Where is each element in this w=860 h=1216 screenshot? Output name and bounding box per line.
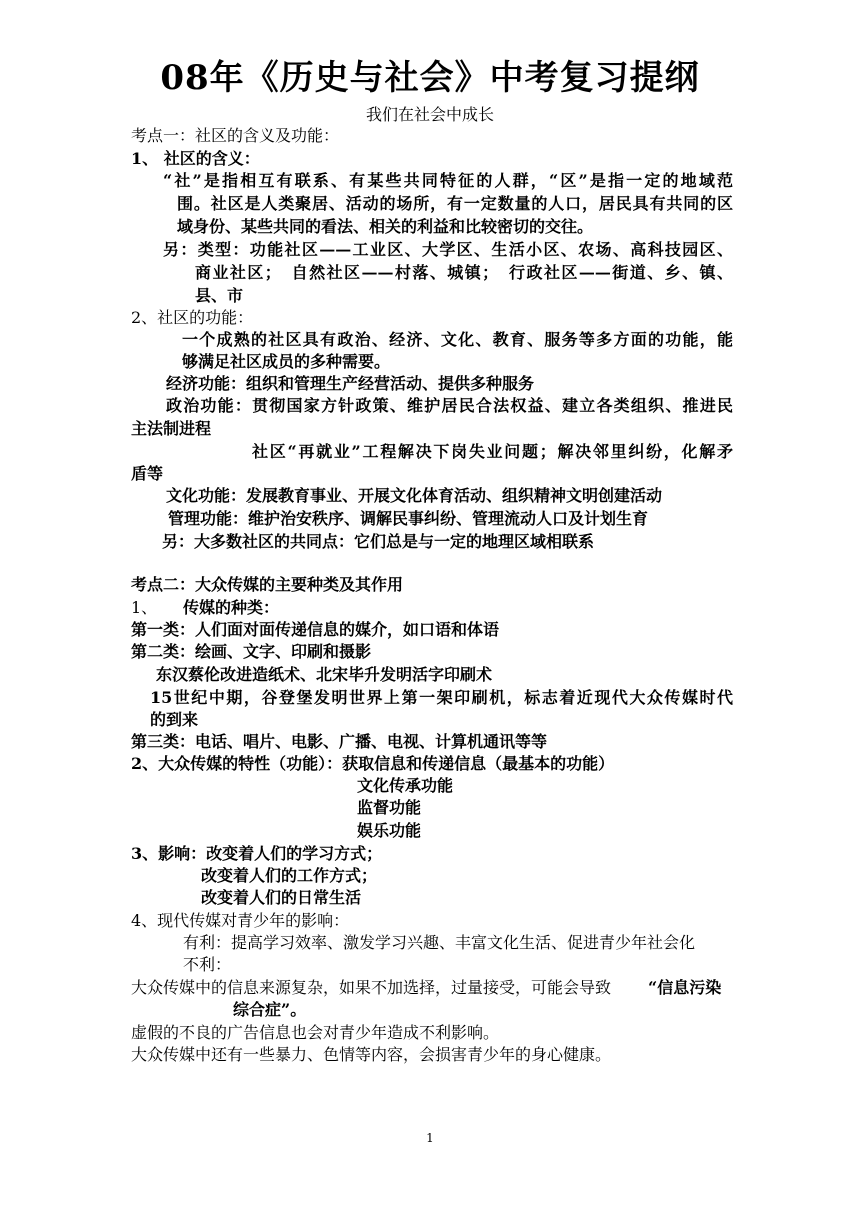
text-line: 有利：提高学习效率、激发学习兴趣、丰富文化生活、促进青少年社会化 bbox=[183, 933, 696, 952]
text-line: 主法制进程 bbox=[131, 419, 212, 438]
text-line: 大众传媒中还有一些暴力、色情等内容，会损害青少年的身心健康。 bbox=[131, 1045, 612, 1064]
text-line: 域身份、某些共同的看法、相关的利益和比较密切的交往。 bbox=[177, 217, 594, 236]
document-subtitle: 我们在社会中成长 bbox=[365, 105, 494, 124]
text-line: 不利： bbox=[183, 955, 232, 974]
text-line: 2、大众传媒的特性（功能）：获取信息和传递信息（最基本的功能） bbox=[131, 754, 615, 773]
section-heading-1: 考点一：社区的含义及功能： bbox=[131, 126, 340, 145]
section-heading-2: 考点二：大众传媒的主要种类及其作用 bbox=[131, 575, 404, 594]
text-line: 另：大多数社区的共同点：它们总是与一定的地理区域相联系 bbox=[162, 532, 595, 551]
page-number: 1 bbox=[426, 1131, 434, 1145]
text-line: 综合症”。 bbox=[233, 1000, 307, 1019]
text-line: “信息污染 bbox=[648, 978, 722, 997]
text-line: 够满足社区成员的多种需要。 bbox=[182, 352, 391, 371]
text-line: “社”是指相互有联系、有某些共同特征的人群，“区”是指一定的地域范 bbox=[163, 171, 733, 190]
document-title: 08年《历史与社会》中考复习提纲 bbox=[160, 58, 700, 98]
text-line: 县、市 bbox=[195, 286, 244, 305]
text-line: 盾等 bbox=[131, 464, 164, 483]
text-line: 东汉蔡伦改进造纸术、北宋毕升发明活字印刷术 bbox=[156, 665, 493, 684]
text-line: 娱乐功能 bbox=[357, 821, 422, 840]
text-line: 虚假的不良的广告信息也会对青少年造成不利影响。 bbox=[131, 1023, 500, 1042]
text-line: 商业社区； 自然社区——村落、城镇； 行政社区——街道、乡、镇、 bbox=[195, 263, 733, 282]
text-line: 第一类：人们面对面传递信息的媒介，如口语和体语 bbox=[131, 620, 500, 639]
text-line: 改变着人们的工作方式； bbox=[201, 866, 378, 885]
text-line: 文化传承功能 bbox=[357, 776, 454, 795]
text-line: 改变着人们的日常生活 bbox=[201, 888, 362, 907]
text-line: 监督功能 bbox=[357, 798, 422, 817]
text-line: 15世纪中期，谷登堡发明世界上第一架印刷机，标志着近现代大众传媒时代 bbox=[150, 688, 733, 707]
text-line: 传媒的种类： bbox=[183, 598, 280, 617]
text-line: 另：类型：功能社区——工业区、大学区、生活小区、农场、高科技园区、 bbox=[163, 240, 733, 259]
text-line: 1、 bbox=[131, 598, 158, 617]
text-line: 一个成熟的社区具有政治、经济、文化、教育、服务等多方面的功能，能 bbox=[182, 330, 733, 349]
text-line: 政治功能：贯彻国家方针政策、维护居民合法权益、建立各类组织、推进民 bbox=[166, 396, 733, 415]
text-line: 第二类：绘画、文字、印刷和摄影 bbox=[131, 642, 372, 661]
text-line: 3、影响：改变着人们的学习方式； bbox=[131, 844, 383, 863]
text-line: 4、现代传媒对青少年的影响： bbox=[131, 911, 350, 930]
text-line: 围。社区是人类聚居、活动的场所，有一定数量的人口，居民具有共同的区 bbox=[177, 194, 733, 213]
text-line: 管理功能：维护治安秩序、调解民事纠纷、管理流动人口及计划生育 bbox=[168, 509, 649, 528]
text-line: 大众传媒中的信息来源复杂，如果不加选择，过量接受，可能会导致 bbox=[131, 978, 612, 997]
text-line: 经济功能：组织和管理生产经营活动、提供多种服务 bbox=[166, 374, 535, 393]
text-line: 1、 社区的含义： bbox=[131, 149, 260, 168]
text-line: 2、社区的功能： bbox=[131, 308, 254, 327]
text-line: 第三类：电话、唱片、电影、广播、电视、计算机通讯等等 bbox=[131, 732, 548, 751]
text-line: 社区“再就业”工程解决下岗失业问题；解决邻里纠纷，化解矛 bbox=[252, 442, 733, 461]
text-line: 的到来 bbox=[150, 710, 199, 729]
text-line: 文化功能：发展教育事业、开展文化体育活动、组织精神文明创建活动 bbox=[166, 486, 663, 505]
